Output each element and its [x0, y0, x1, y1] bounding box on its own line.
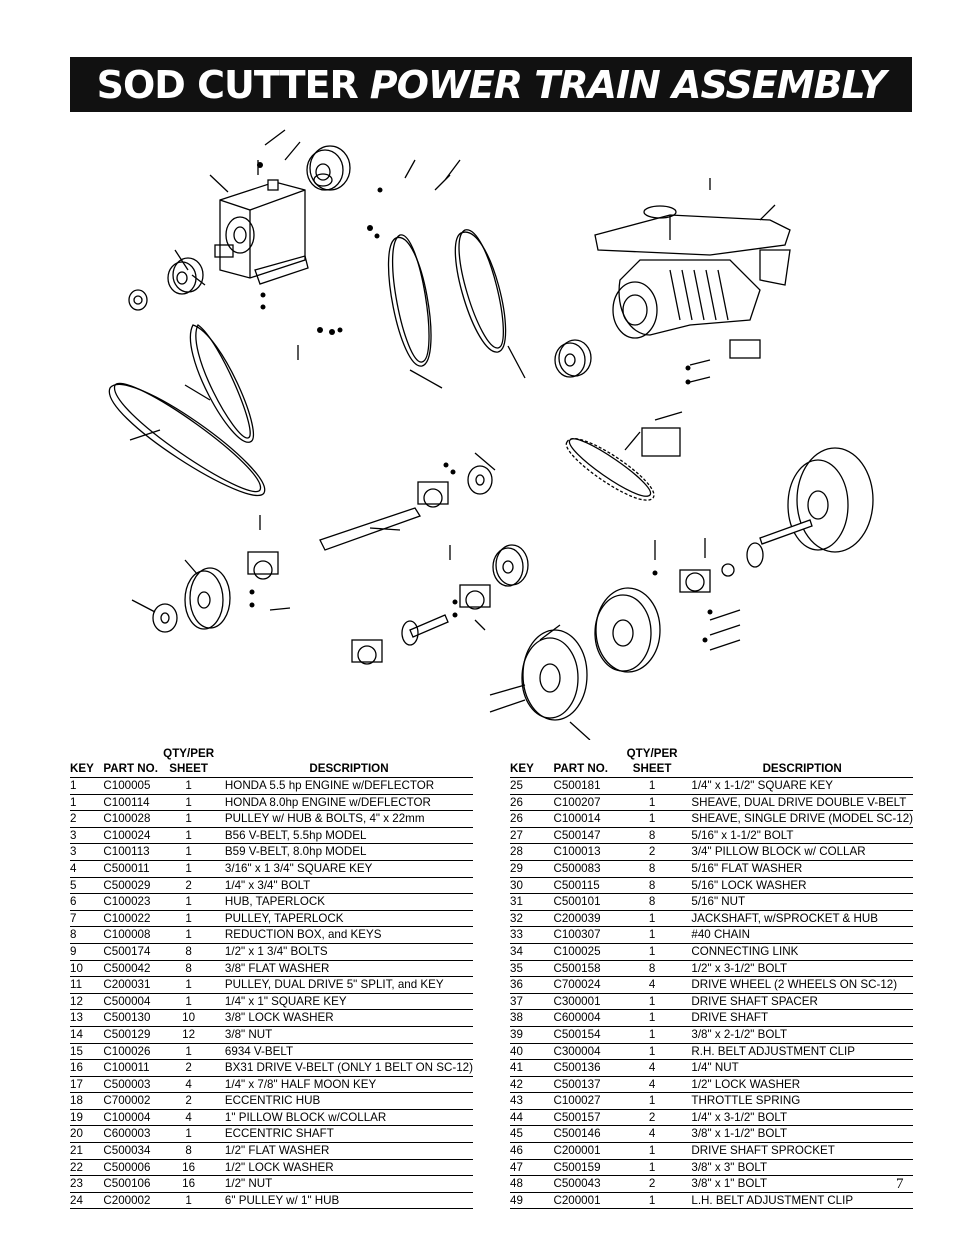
- description-cell: ECCENTRIC SHAFT: [217, 1126, 473, 1143]
- qty-cell: 1: [160, 844, 217, 861]
- description-cell: PULLEY, DUAL DRIVE 5" SPLIT, and KEY: [217, 977, 473, 994]
- description-cell: 1/4" x 1-1/2" SQUARE KEY: [683, 778, 913, 795]
- table-row: [510, 1159, 913, 1176]
- key-cell: 41: [510, 1060, 553, 1077]
- table-row: [70, 1109, 473, 1126]
- table-row: [70, 1176, 473, 1193]
- exploded-parts-diagram: [70, 120, 912, 740]
- part-number-cell: C100026: [103, 1043, 160, 1060]
- page-number: 7: [896, 1176, 904, 1192]
- qty-cell: 1: [160, 993, 217, 1010]
- table-row: [510, 1143, 913, 1160]
- key-cell: 17: [70, 1076, 103, 1093]
- description-cell: HONDA 8.0hp ENGINE w/DEFLECTOR: [217, 794, 473, 811]
- table-row: [70, 1060, 473, 1077]
- key-cell: 35: [510, 960, 553, 977]
- table-row: [510, 943, 913, 960]
- key-cell: 32: [510, 910, 553, 927]
- key-cell: 10: [70, 960, 103, 977]
- table-row: [510, 1192, 913, 1209]
- part-number-cell: C100024: [103, 827, 160, 844]
- qty-cell: 1: [621, 1143, 684, 1160]
- description-cell: 5/16" NUT: [683, 894, 913, 911]
- key-cell: 1: [70, 778, 103, 795]
- table-row: [70, 1010, 473, 1027]
- key-cell: 1: [70, 794, 103, 811]
- qty-cell: 1: [160, 794, 217, 811]
- description-cell: 1/4" x 1" SQUARE KEY: [217, 993, 473, 1010]
- part-number-cell: C500159: [553, 1159, 620, 1176]
- qty-cell: 1: [621, 794, 684, 811]
- qty-cell: 1: [160, 778, 217, 795]
- qty-cell: 1: [621, 910, 684, 927]
- description-cell: SHEAVE, DUAL DRIVE DOUBLE V-BELT: [683, 794, 913, 811]
- description-cell: 1/4" x 3-1/2" BOLT: [683, 1109, 913, 1126]
- part-number-cell: C500158: [553, 960, 620, 977]
- table-row: [70, 778, 473, 795]
- table-row: [70, 960, 473, 977]
- table-row: [510, 1060, 913, 1077]
- parts-table-right-body: [510, 778, 913, 1209]
- table-row: [510, 927, 913, 944]
- key-cell: 29: [510, 860, 553, 877]
- parts-table-left-body: [70, 778, 473, 1209]
- part-number-cell: C500146: [553, 1126, 620, 1143]
- description-cell: PULLEY, TAPERLOCK: [217, 910, 473, 927]
- qty-cell: 1: [621, 1093, 684, 1110]
- description-cell: 3/4" PILLOW BLOCK w/ COLLAR: [683, 844, 913, 861]
- part-number-cell: C300001: [553, 993, 620, 1010]
- part-number-cell: C100022: [103, 910, 160, 927]
- part-number-cell: C600004: [553, 1010, 620, 1027]
- qty-cell: 4: [621, 1126, 684, 1143]
- table-row: [510, 811, 913, 828]
- qty-cell: 1: [160, 910, 217, 927]
- part-number-cell: C300004: [553, 1043, 620, 1060]
- part-number-cell: C500181: [553, 778, 620, 795]
- header-description: DESCRIPTION: [683, 761, 913, 778]
- qty-cell: 1: [160, 827, 217, 844]
- qty-cell: 8: [621, 877, 684, 894]
- qty-cell: 1: [621, 1192, 684, 1209]
- key-cell: 3: [70, 827, 103, 844]
- title-bold: SOD CUTTER: [96, 62, 358, 107]
- header-part-no: PART NO.: [553, 761, 620, 778]
- qty-cell: 4: [160, 1109, 217, 1126]
- description-cell: BX31 DRIVE V-BELT (ONLY 1 BELT ON SC-12): [217, 1060, 473, 1077]
- qty-cell: 4: [160, 1076, 217, 1093]
- part-number-cell: C100113: [103, 844, 160, 861]
- qty-cell: 1: [621, 811, 684, 828]
- parts-table-right: [510, 746, 913, 1209]
- part-number-cell: C500004: [103, 993, 160, 1010]
- part-number-cell: C500137: [553, 1076, 620, 1093]
- qty-cell: 1: [621, 1043, 684, 1060]
- part-number-cell: C100004: [103, 1109, 160, 1126]
- header-description: DESCRIPTION: [217, 761, 473, 778]
- part-number-cell: C500006: [103, 1159, 160, 1176]
- table-row: [510, 1026, 913, 1043]
- part-number-cell: C100011: [103, 1060, 160, 1077]
- qty-cell: 8: [621, 827, 684, 844]
- table-row: [510, 844, 913, 861]
- key-cell: 15: [70, 1043, 103, 1060]
- table-row: [510, 778, 913, 795]
- description-cell: ECCENTRIC HUB: [217, 1093, 473, 1110]
- key-cell: 27: [510, 827, 553, 844]
- part-number-cell: C600003: [103, 1126, 160, 1143]
- qty-cell: 1: [160, 1192, 217, 1209]
- key-cell: 18: [70, 1093, 103, 1110]
- key-cell: 47: [510, 1159, 553, 1176]
- description-cell: 3/8" x 1-1/2" BOLT: [683, 1126, 913, 1143]
- table-row: [510, 1109, 913, 1126]
- table-row: [70, 993, 473, 1010]
- description-cell: HONDA 5.5 hp ENGINE w/DEFLECTOR: [217, 778, 473, 795]
- description-cell: 3/16" x 1 3/4" SQUARE KEY: [217, 860, 473, 877]
- page-title: [70, 57, 912, 112]
- description-cell: R.H. BELT ADJUSTMENT CLIP: [683, 1043, 913, 1060]
- part-number-cell: C500115: [553, 877, 620, 894]
- taperlock-pulley-drawing: [307, 146, 350, 190]
- qty-cell: 8: [621, 894, 684, 911]
- key-cell: 16: [70, 1060, 103, 1077]
- part-number-cell: C100013: [553, 844, 620, 861]
- description-cell: 5/16" LOCK WASHER: [683, 877, 913, 894]
- part-number-cell: C500130: [103, 1010, 160, 1027]
- key-cell: 19: [70, 1109, 103, 1126]
- description-cell: 3/8" x 2-1/2" BOLT: [683, 1026, 913, 1043]
- key-cell: 36: [510, 977, 553, 994]
- description-cell: 1/2" x 3-1/2" BOLT: [683, 960, 913, 977]
- key-cell: 34: [510, 943, 553, 960]
- qty-cell: 12: [160, 1026, 217, 1043]
- table-row: [70, 1159, 473, 1176]
- key-cell: 38: [510, 1010, 553, 1027]
- description-cell: REDUCTION BOX, and KEYS: [217, 927, 473, 944]
- description-cell: #40 CHAIN: [683, 927, 913, 944]
- part-number-cell: C500034: [103, 1143, 160, 1160]
- part-number-cell: C500083: [553, 860, 620, 877]
- description-cell: 1/4" x 7/8" HALF MOON KEY: [217, 1076, 473, 1093]
- table-row: [70, 827, 473, 844]
- qty-cell: 8: [160, 943, 217, 960]
- qty-cell: 8: [160, 1143, 217, 1160]
- key-cell: 26: [510, 794, 553, 811]
- table-row: [510, 1043, 913, 1060]
- part-number-cell: C500136: [553, 1060, 620, 1077]
- table-row: [70, 1126, 473, 1143]
- description-cell: 3/8" x 1" BOLT: [683, 1176, 913, 1193]
- table-row: [70, 811, 473, 828]
- table-row: [510, 860, 913, 877]
- part-number-cell: C200031: [103, 977, 160, 994]
- part-number-cell: C500003: [103, 1076, 160, 1093]
- part-number-cell: C100207: [553, 794, 620, 811]
- key-cell: 43: [510, 1093, 553, 1110]
- description-cell: HUB, TAPERLOCK: [217, 894, 473, 911]
- table-row: [510, 993, 913, 1010]
- key-cell: 37: [510, 993, 553, 1010]
- table-row: [510, 910, 913, 927]
- description-cell: 1/4" NUT: [683, 1060, 913, 1077]
- table-row: [510, 877, 913, 894]
- description-cell: 1/2" LOCK WASHER: [683, 1076, 913, 1093]
- qty-cell: 16: [160, 1176, 217, 1193]
- qty-cell: 1: [160, 977, 217, 994]
- part-number-cell: C700002: [103, 1093, 160, 1110]
- part-number-cell: C500042: [103, 960, 160, 977]
- title-italic: POWER TRAIN ASSEMBLY: [369, 62, 886, 107]
- qty-cell: 1: [160, 1126, 217, 1143]
- qty-cell: 1: [160, 927, 217, 944]
- description-cell: 6" PULLEY w/ 1" HUB: [217, 1192, 473, 1209]
- part-number-cell: C500157: [553, 1109, 620, 1126]
- key-cell: 8: [70, 927, 103, 944]
- part-number-cell: C100025: [553, 943, 620, 960]
- part-number-cell: C200001: [553, 1143, 620, 1160]
- key-cell: 40: [510, 1043, 553, 1060]
- part-number-cell: C200001: [553, 1192, 620, 1209]
- key-cell: 21: [70, 1143, 103, 1160]
- key-cell: 14: [70, 1026, 103, 1043]
- table-row: [70, 860, 473, 877]
- key-cell: 11: [70, 977, 103, 994]
- description-cell: SHEAVE, SINGLE DRIVE (MODEL SC-12): [683, 811, 913, 828]
- table-row: [70, 1026, 473, 1043]
- description-cell: DRIVE SHAFT SPACER: [683, 993, 913, 1010]
- key-cell: 6: [70, 894, 103, 911]
- description-cell: 1/2" x 1 3/4" BOLTS: [217, 943, 473, 960]
- key-cell: 20: [70, 1126, 103, 1143]
- part-number-cell: C500129: [103, 1026, 160, 1043]
- description-cell: 5/16" FLAT WASHER: [683, 860, 913, 877]
- part-number-cell: C100027: [553, 1093, 620, 1110]
- table-row: [70, 1076, 473, 1093]
- description-cell: B56 V-BELT, 5.5hp MODEL: [217, 827, 473, 844]
- part-number-cell: C500011: [103, 860, 160, 877]
- key-cell: 24: [70, 1192, 103, 1209]
- description-cell: B59 V-BELT, 8.0hp MODEL: [217, 844, 473, 861]
- qty-cell: 1: [160, 811, 217, 828]
- part-number-cell: C500106: [103, 1176, 160, 1193]
- key-cell: 13: [70, 1010, 103, 1027]
- qty-cell: 1: [160, 1043, 217, 1060]
- key-cell: 45: [510, 1126, 553, 1143]
- qty-cell: 1: [621, 1010, 684, 1027]
- qty-cell: 1: [160, 860, 217, 877]
- part-number-cell: C500101: [553, 894, 620, 911]
- key-cell: 4: [70, 860, 103, 877]
- description-cell: DRIVE SHAFT: [683, 1010, 913, 1027]
- key-cell: 30: [510, 877, 553, 894]
- key-cell: 33: [510, 927, 553, 944]
- qty-cell: 2: [160, 1093, 217, 1110]
- qty-cell: 2: [621, 1109, 684, 1126]
- qty-cell: 2: [621, 1176, 684, 1193]
- table-row: [510, 794, 913, 811]
- key-cell: 25: [510, 778, 553, 795]
- key-cell: 28: [510, 844, 553, 861]
- key-cell: 9: [70, 943, 103, 960]
- description-cell: 5/16" x 1-1/2" BOLT: [683, 827, 913, 844]
- part-number-cell: C100023: [103, 894, 160, 911]
- part-number-cell: C100008: [103, 927, 160, 944]
- qty-cell: 1: [621, 943, 684, 960]
- key-cell: 12: [70, 993, 103, 1010]
- table-row: [510, 977, 913, 994]
- key-cell: 22: [70, 1159, 103, 1176]
- drive-wheels-drawing: [522, 448, 873, 720]
- qty-cell: 1: [160, 894, 217, 911]
- key-cell: 26: [510, 811, 553, 828]
- table-row: [510, 1010, 913, 1027]
- description-cell: 6934 V-BELT: [217, 1043, 473, 1060]
- part-number-cell: C500147: [553, 827, 620, 844]
- description-cell: 3/8" NUT: [217, 1026, 473, 1043]
- table-row: [510, 894, 913, 911]
- table-row: [70, 877, 473, 894]
- description-cell: 3/8" FLAT WASHER: [217, 960, 473, 977]
- part-number-cell: C100014: [553, 811, 620, 828]
- description-cell: L.H. BELT ADJUSTMENT CLIP: [683, 1192, 913, 1209]
- header-qty-line2: SHEET: [160, 761, 217, 778]
- description-cell: 3/8" x 3" BOLT: [683, 1159, 913, 1176]
- table-row: [70, 1143, 473, 1160]
- description-cell: DRIVE WHEEL (2 WHEELS ON SC-12): [683, 977, 913, 994]
- description-cell: 3/8" LOCK WASHER: [217, 1010, 473, 1027]
- part-number-cell: C100028: [103, 811, 160, 828]
- header-part-no: PART NO.: [103, 761, 160, 778]
- table-row: [70, 943, 473, 960]
- description-cell: CONNECTING LINK: [683, 943, 913, 960]
- table-row: [510, 1126, 913, 1143]
- part-number-cell: C500154: [553, 1026, 620, 1043]
- key-cell: 5: [70, 877, 103, 894]
- table-row: [70, 1043, 473, 1060]
- header-qty-line1: QTY/PER: [626, 747, 678, 760]
- table-row: [510, 1176, 913, 1193]
- table-row: [70, 844, 473, 861]
- header-qty-line2: SHEET: [621, 761, 684, 778]
- qty-cell: 16: [160, 1159, 217, 1176]
- qty-cell: 2: [621, 844, 684, 861]
- reduction-box-drawing: [215, 180, 308, 284]
- qty-cell: 1: [621, 778, 684, 795]
- key-cell: 7: [70, 910, 103, 927]
- key-cell: 44: [510, 1109, 553, 1126]
- part-number-cell: C500029: [103, 877, 160, 894]
- key-cell: 48: [510, 1176, 553, 1193]
- description-cell: 1/4" x 3/4" BOLT: [217, 877, 473, 894]
- key-cell: 2: [70, 811, 103, 828]
- key-cell: 49: [510, 1192, 553, 1209]
- parts-table-left: [70, 746, 473, 1209]
- description-cell: 1/2" NUT: [217, 1176, 473, 1193]
- qty-cell: 4: [621, 1060, 684, 1077]
- key-cell: 39: [510, 1026, 553, 1043]
- table-row: [70, 927, 473, 944]
- part-number-cell: C100005: [103, 778, 160, 795]
- table-row: [70, 910, 473, 927]
- table-row: [510, 960, 913, 977]
- qty-cell: 2: [160, 877, 217, 894]
- key-cell: 3: [70, 844, 103, 861]
- qty-cell: 2: [160, 1060, 217, 1077]
- part-number-cell: C200002: [103, 1192, 160, 1209]
- key-cell: 42: [510, 1076, 553, 1093]
- part-number-cell: C500043: [553, 1176, 620, 1193]
- qty-cell: 4: [621, 977, 684, 994]
- header-qty-line1: QTY/PER: [163, 747, 215, 760]
- table-row: [70, 977, 473, 994]
- table-row: [70, 794, 473, 811]
- table-row: [510, 827, 913, 844]
- qty-cell: 8: [160, 960, 217, 977]
- engine-drawing: [595, 206, 790, 358]
- table-row: [70, 1192, 473, 1209]
- header-key: KEY: [70, 761, 103, 778]
- key-cell: 31: [510, 894, 553, 911]
- description-cell: 1" PILLOW BLOCK w/COLLAR: [217, 1109, 473, 1126]
- description-cell: THROTTLE SPRING: [683, 1093, 913, 1110]
- qty-cell: 8: [621, 860, 684, 877]
- qty-cell: 4: [621, 1076, 684, 1093]
- part-number-cell: C100307: [553, 927, 620, 944]
- key-cell: 46: [510, 1143, 553, 1160]
- qty-cell: 1: [621, 1159, 684, 1176]
- part-number-cell: C700024: [553, 977, 620, 994]
- header-key: KEY: [510, 761, 553, 778]
- qty-cell: 1: [621, 1026, 684, 1043]
- description-cell: PULLEY w/ HUB & BOLTS, 4" x 22mm: [217, 811, 473, 828]
- table-row: [510, 1076, 913, 1093]
- part-number-cell: C500174: [103, 943, 160, 960]
- description-cell: JACKSHAFT, w/SPROCKET & HUB: [683, 910, 913, 927]
- table-row: [510, 1093, 913, 1110]
- qty-cell: 1: [621, 927, 684, 944]
- part-number-cell: C100114: [103, 794, 160, 811]
- key-cell: 23: [70, 1176, 103, 1193]
- qty-cell: 8: [621, 960, 684, 977]
- table-row: [70, 1093, 473, 1110]
- description-cell: 1/2" LOCK WASHER: [217, 1159, 473, 1176]
- description-cell: 1/2" FLAT WASHER: [217, 1143, 473, 1160]
- description-cell: DRIVE SHAFT SPROCKET: [683, 1143, 913, 1160]
- part-number-cell: C200039: [553, 910, 620, 927]
- qty-cell: 1: [621, 993, 684, 1010]
- table-row: [70, 894, 473, 911]
- qty-cell: 10: [160, 1010, 217, 1027]
